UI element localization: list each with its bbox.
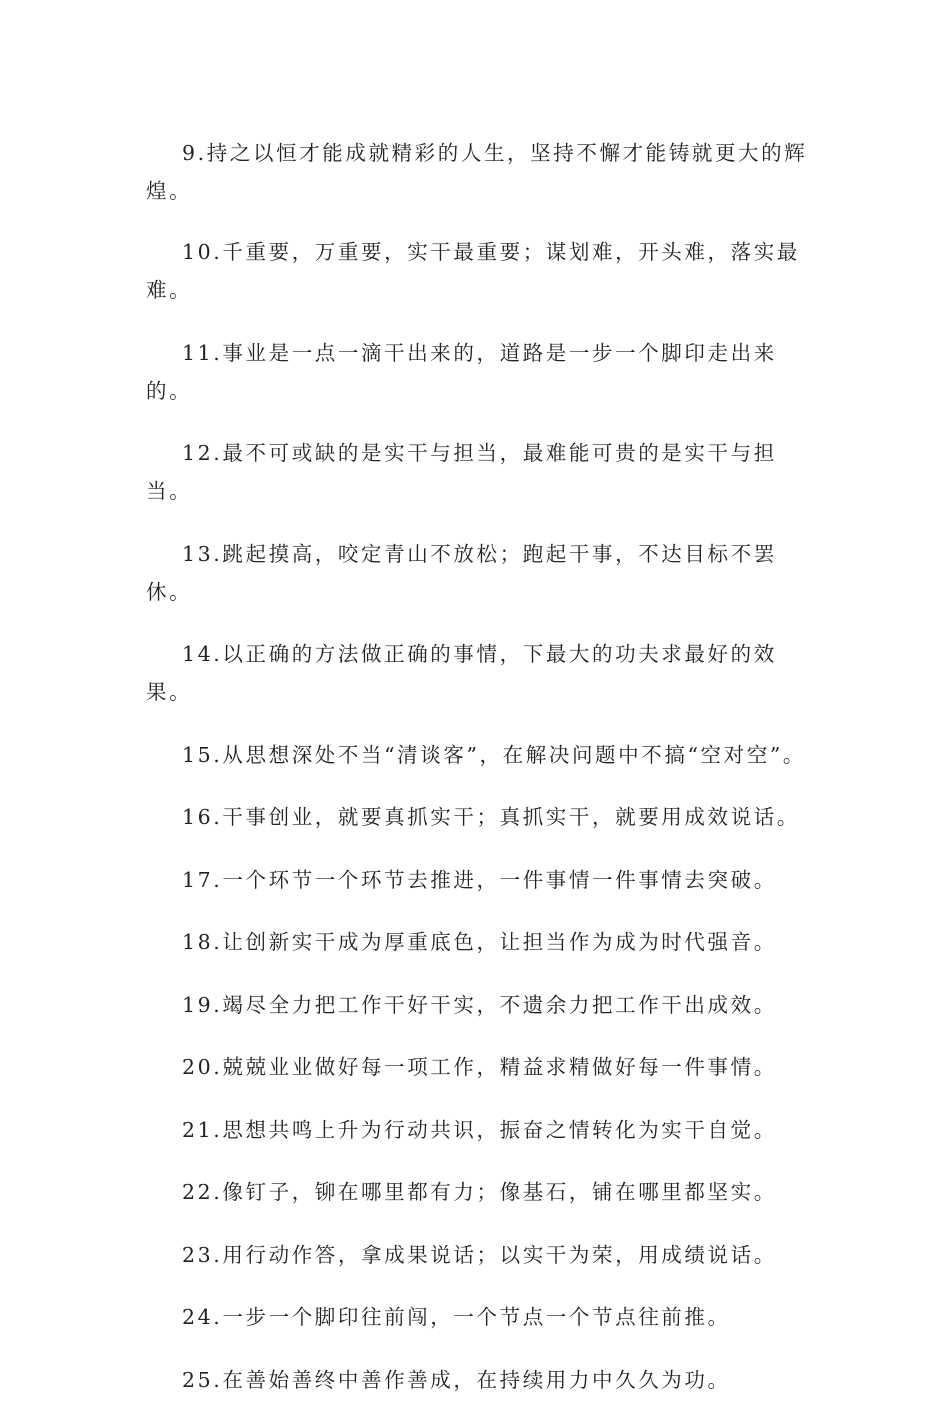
paragraph-18: 18.让创新实干成为厚重底色，让担当作为成为时代强音。: [182, 930, 777, 954]
paragraph-12: 12.最不可或缺的是实干与担当，最难能可贵的是实干与担当。: [146, 441, 777, 503]
paragraph-17: 17.一个环节一个环节去推进，一件事情一件事情去突破。: [182, 867, 777, 892]
paragraph-15: 15.从思想深处不当“清谈客”，在解决问题中不搞“空对空”。: [182, 742, 807, 767]
paragraph-24: 24.一步一个脚印往前闯，一个节点一个节点往前推。: [182, 1305, 731, 1329]
paragraph-21: 21.思想共鸣上升为行动共识，振奋之情转化为实干自觉。: [182, 1117, 777, 1142]
paragraph-20: 20.兢兢业业做好每一项工作，精益求精做好每一件事情。: [182, 1055, 777, 1079]
paragraph-25: 25.在善始善终中善作善成，在持续用力中久久为功。: [182, 1367, 731, 1392]
paragraph-23: 23.用行动作答，拿成果说话；以实干为荣，用成绩说话。: [182, 1242, 777, 1267]
paragraph-9: 9.持之以恒才能成就精彩的人生，坚持不懈才能铸就更大的辉煌。: [146, 141, 808, 203]
paragraph-19: 19.竭尽全力把工作干好干实，不遗余力把工作干出成效。: [182, 992, 777, 1017]
paragraph-14: 14.以正确的方法做正确的事情，下最大的功夫求最好的效果。: [146, 642, 777, 704]
document-body: [146, 134, 812, 1423]
paragraph-16: 16.干事创业，就要真抓实干；真抓实干，就要用成效说话。: [182, 805, 800, 829]
paragraph-11: 11.事业是一点一滴干出来的，道路是一步一个脚印走出来的。: [146, 340, 777, 403]
paragraph-13: 13.跳起摸高，咬定青山不放松；跑起干事，不达目标不罢休。: [146, 541, 777, 604]
paragraph-10: 10.千重要，万重要，实干最重要；谋划难，开头难，落实最难。: [146, 240, 800, 302]
paragraph-22: 22.像钉子，铆在哪里都有力；像基石，铺在哪里都坚实。: [182, 1180, 777, 1204]
